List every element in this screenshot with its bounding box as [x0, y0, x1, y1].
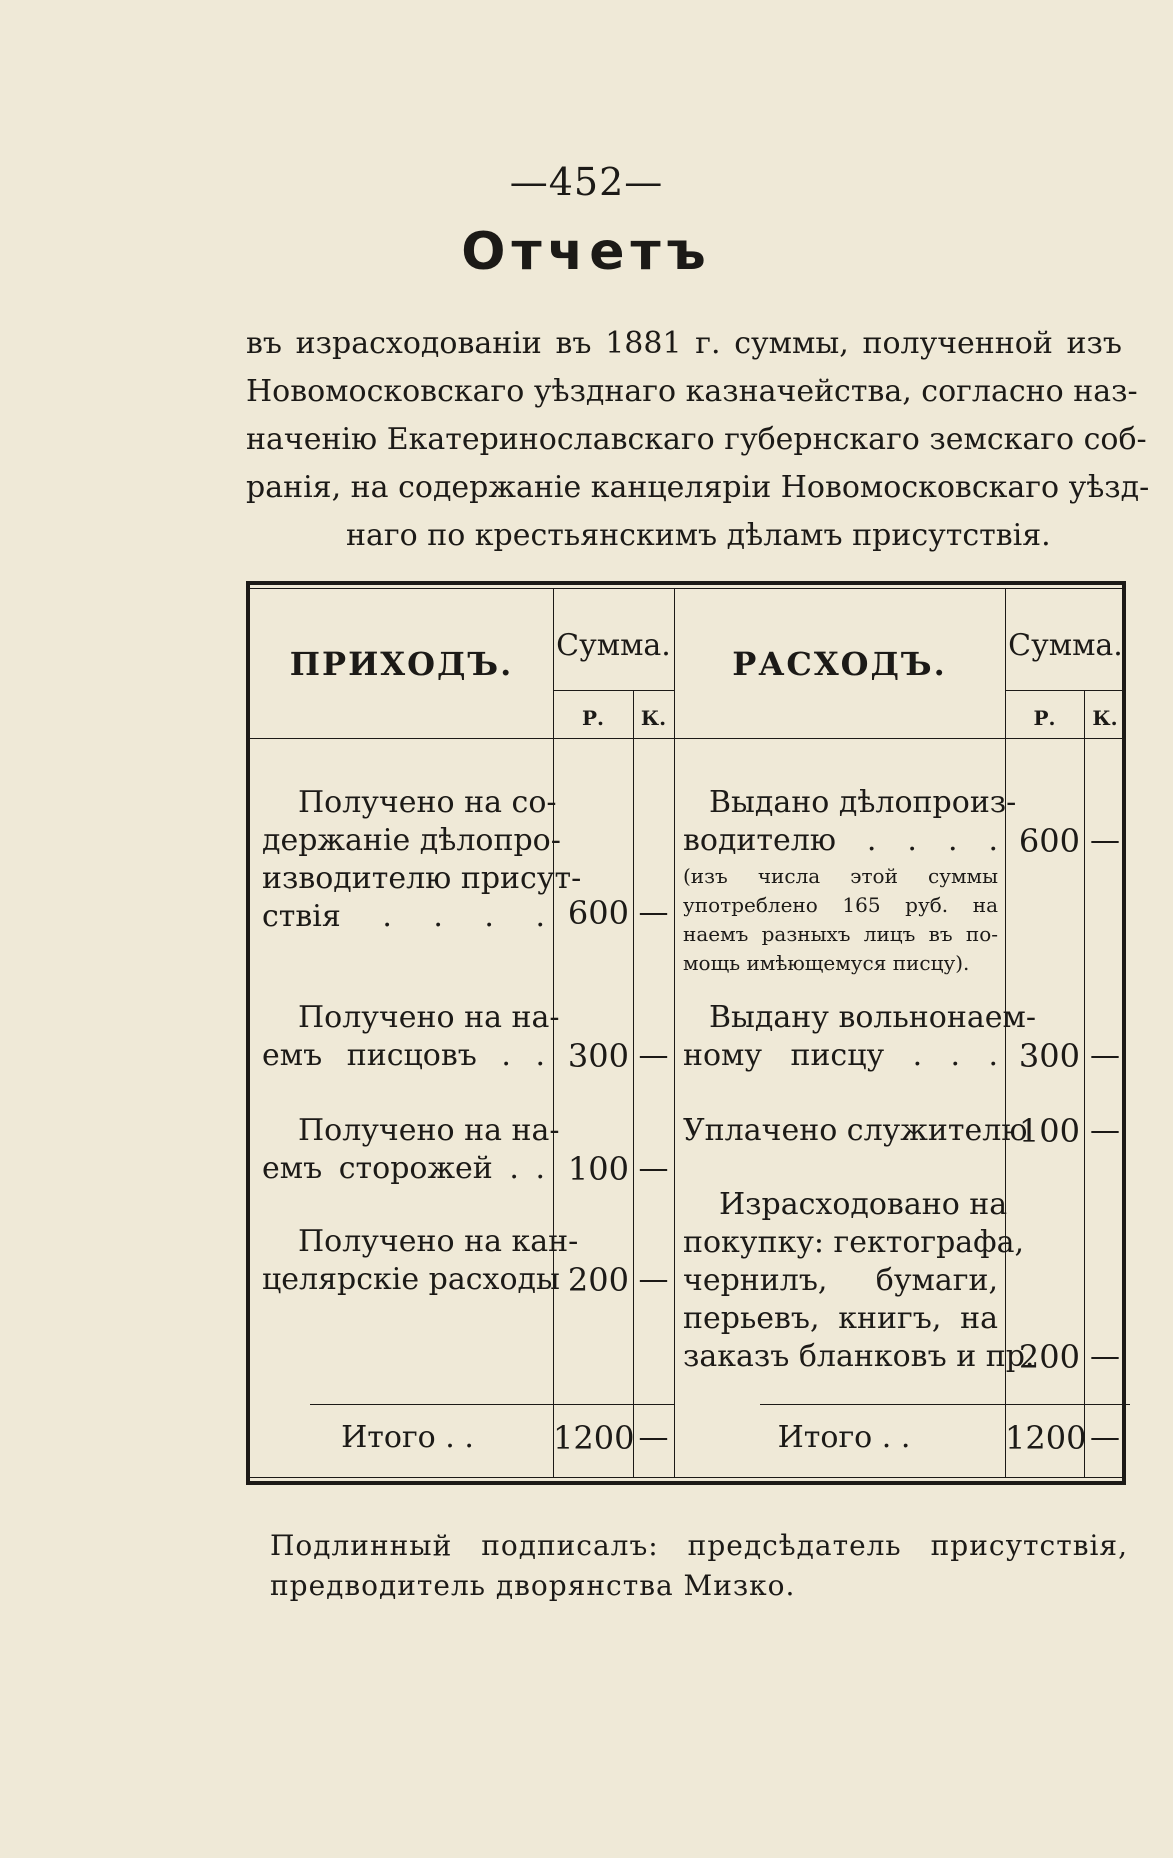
income-total-kop: —	[638, 1420, 669, 1455]
item-line: держаніе дѣлопро-	[262, 823, 561, 858]
report-intro	[246, 320, 1150, 560]
expense-note	[683, 862, 998, 978]
item-line: Получено на на-	[298, 1113, 560, 1148]
intro-line: ранія, на содержаніе канцеляріи Новомосковскаго уѣзд-	[246, 470, 1150, 505]
column-divider	[674, 589, 675, 1477]
expense-item-clerk	[683, 999, 1036, 1075]
item-line: чернилъ, бумаги,	[683, 1263, 998, 1298]
income-total-rub: 1200	[553, 1419, 635, 1457]
income-sum-header: Сумма.	[556, 628, 671, 663]
item-line: ствія . . . .	[262, 899, 545, 934]
totals-rule	[310, 1404, 674, 1405]
amount-kop: —	[1090, 1113, 1120, 1148]
amount-rub: 100	[567, 1150, 629, 1188]
item-line: заказъ бланковъ и пр.	[683, 1339, 1035, 1374]
page-number: —452—	[509, 160, 664, 204]
intro-line: наго по крестьянскимъ дѣламъ присутствія.	[346, 518, 1051, 553]
item-line: ному писцу . . .	[683, 1038, 998, 1073]
expense-total-label: Итого . .	[777, 1420, 911, 1455]
amount-rub: 200	[1018, 1338, 1080, 1376]
item-line: Израсходовано на	[719, 1187, 1008, 1222]
item-line: Получено на со-	[298, 785, 557, 820]
column-divider	[633, 690, 634, 1477]
income-item-office	[262, 1223, 579, 1299]
rub-header: Р.	[581, 706, 604, 730]
table-rule	[246, 1481, 1126, 1485]
intro-line: Новомосковскаго уѣзднаго казначейства, согласно наз-	[246, 374, 1138, 409]
signature-note	[270, 1526, 1128, 1606]
expense-header: РАСХОДЪ.	[732, 645, 947, 683]
header-rule	[553, 690, 674, 691]
amount-kop: —	[638, 1262, 669, 1297]
item-line: Выдано дѣлопроиз-	[709, 785, 1017, 820]
amount-kop: —	[1090, 1339, 1120, 1374]
amount-kop: —	[638, 1151, 669, 1186]
expense-item-supplies	[683, 1186, 1035, 1376]
header-rule	[1005, 690, 1126, 691]
rub-header: Р.	[1033, 706, 1056, 730]
item-line: Выдану вольнонаем-	[709, 1000, 1036, 1035]
expense-item-servant	[683, 1112, 1028, 1150]
item-line: Получено на на-	[298, 1000, 560, 1035]
income-total-label: Итого . .	[341, 1420, 474, 1455]
income-item-salary	[262, 784, 582, 936]
item-line: покупку: гектографа,	[683, 1225, 1025, 1260]
report-title: Отчетъ	[461, 222, 712, 282]
income-header: ПРИХОДЪ.	[289, 645, 514, 683]
signature-line: предводитель дворянства Мизко.	[270, 1569, 796, 1602]
item-line: перьевъ, книгъ, на	[683, 1301, 998, 1336]
kop-header: К.	[1092, 706, 1118, 730]
expense-total-kop: —	[1090, 1420, 1120, 1455]
table-rule	[246, 1477, 1126, 1478]
item-line: целярскіе расходы	[262, 1262, 560, 1297]
note-line: употреблено 165 руб. на	[683, 893, 998, 917]
amount-rub: 200	[567, 1261, 629, 1299]
intro-line: наченію Екатеринославскаго губернскаго земскаго соб-	[246, 422, 1147, 457]
header-rule	[250, 738, 1122, 739]
note-line: (изъ числа этой суммы	[683, 864, 998, 888]
item-line: Получено на кан-	[298, 1224, 579, 1259]
income-item-clerks	[262, 999, 560, 1075]
income-item-watchmen	[262, 1112, 560, 1188]
expense-item-salary	[683, 784, 1017, 860]
kop-header: К.	[640, 706, 667, 730]
amount-rub: 300	[1018, 1037, 1080, 1075]
amount-kop: —	[638, 895, 669, 930]
item-line: Уплачено служителю	[683, 1113, 1028, 1148]
ledger-table	[246, 581, 1126, 1485]
intro-line: въ израсходованіи въ 1881 г. суммы, полученной изъ	[246, 326, 1122, 361]
table-rule	[246, 581, 1126, 585]
item-line: емъ писцовъ . .	[262, 1038, 545, 1073]
amount-rub: 300	[567, 1037, 629, 1075]
amount-kop: —	[638, 1038, 669, 1073]
table-rule	[246, 588, 1126, 589]
amount-kop: —	[1090, 823, 1120, 858]
amount-kop: —	[1090, 1038, 1120, 1073]
item-line: емъ сторожей . .	[262, 1151, 545, 1186]
amount-rub: 100	[1018, 1112, 1080, 1150]
item-line: изводителю присут-	[262, 861, 582, 896]
note-line: мощь имѣющемуся писцу).	[683, 951, 970, 975]
amount-rub: 600	[567, 894, 629, 932]
note-line: наемъ разныхъ лицъ въ по-	[683, 922, 998, 946]
totals-rule	[760, 1404, 1130, 1405]
expense-total-rub: 1200	[1005, 1419, 1087, 1457]
signature-line: Подлинный подписалъ: предсѣдатель присутствія,	[270, 1529, 1128, 1562]
item-line: водителю . . . .	[683, 823, 998, 858]
expense-sum-header: Сумма.	[1008, 628, 1123, 663]
amount-rub: 600	[1018, 822, 1080, 860]
